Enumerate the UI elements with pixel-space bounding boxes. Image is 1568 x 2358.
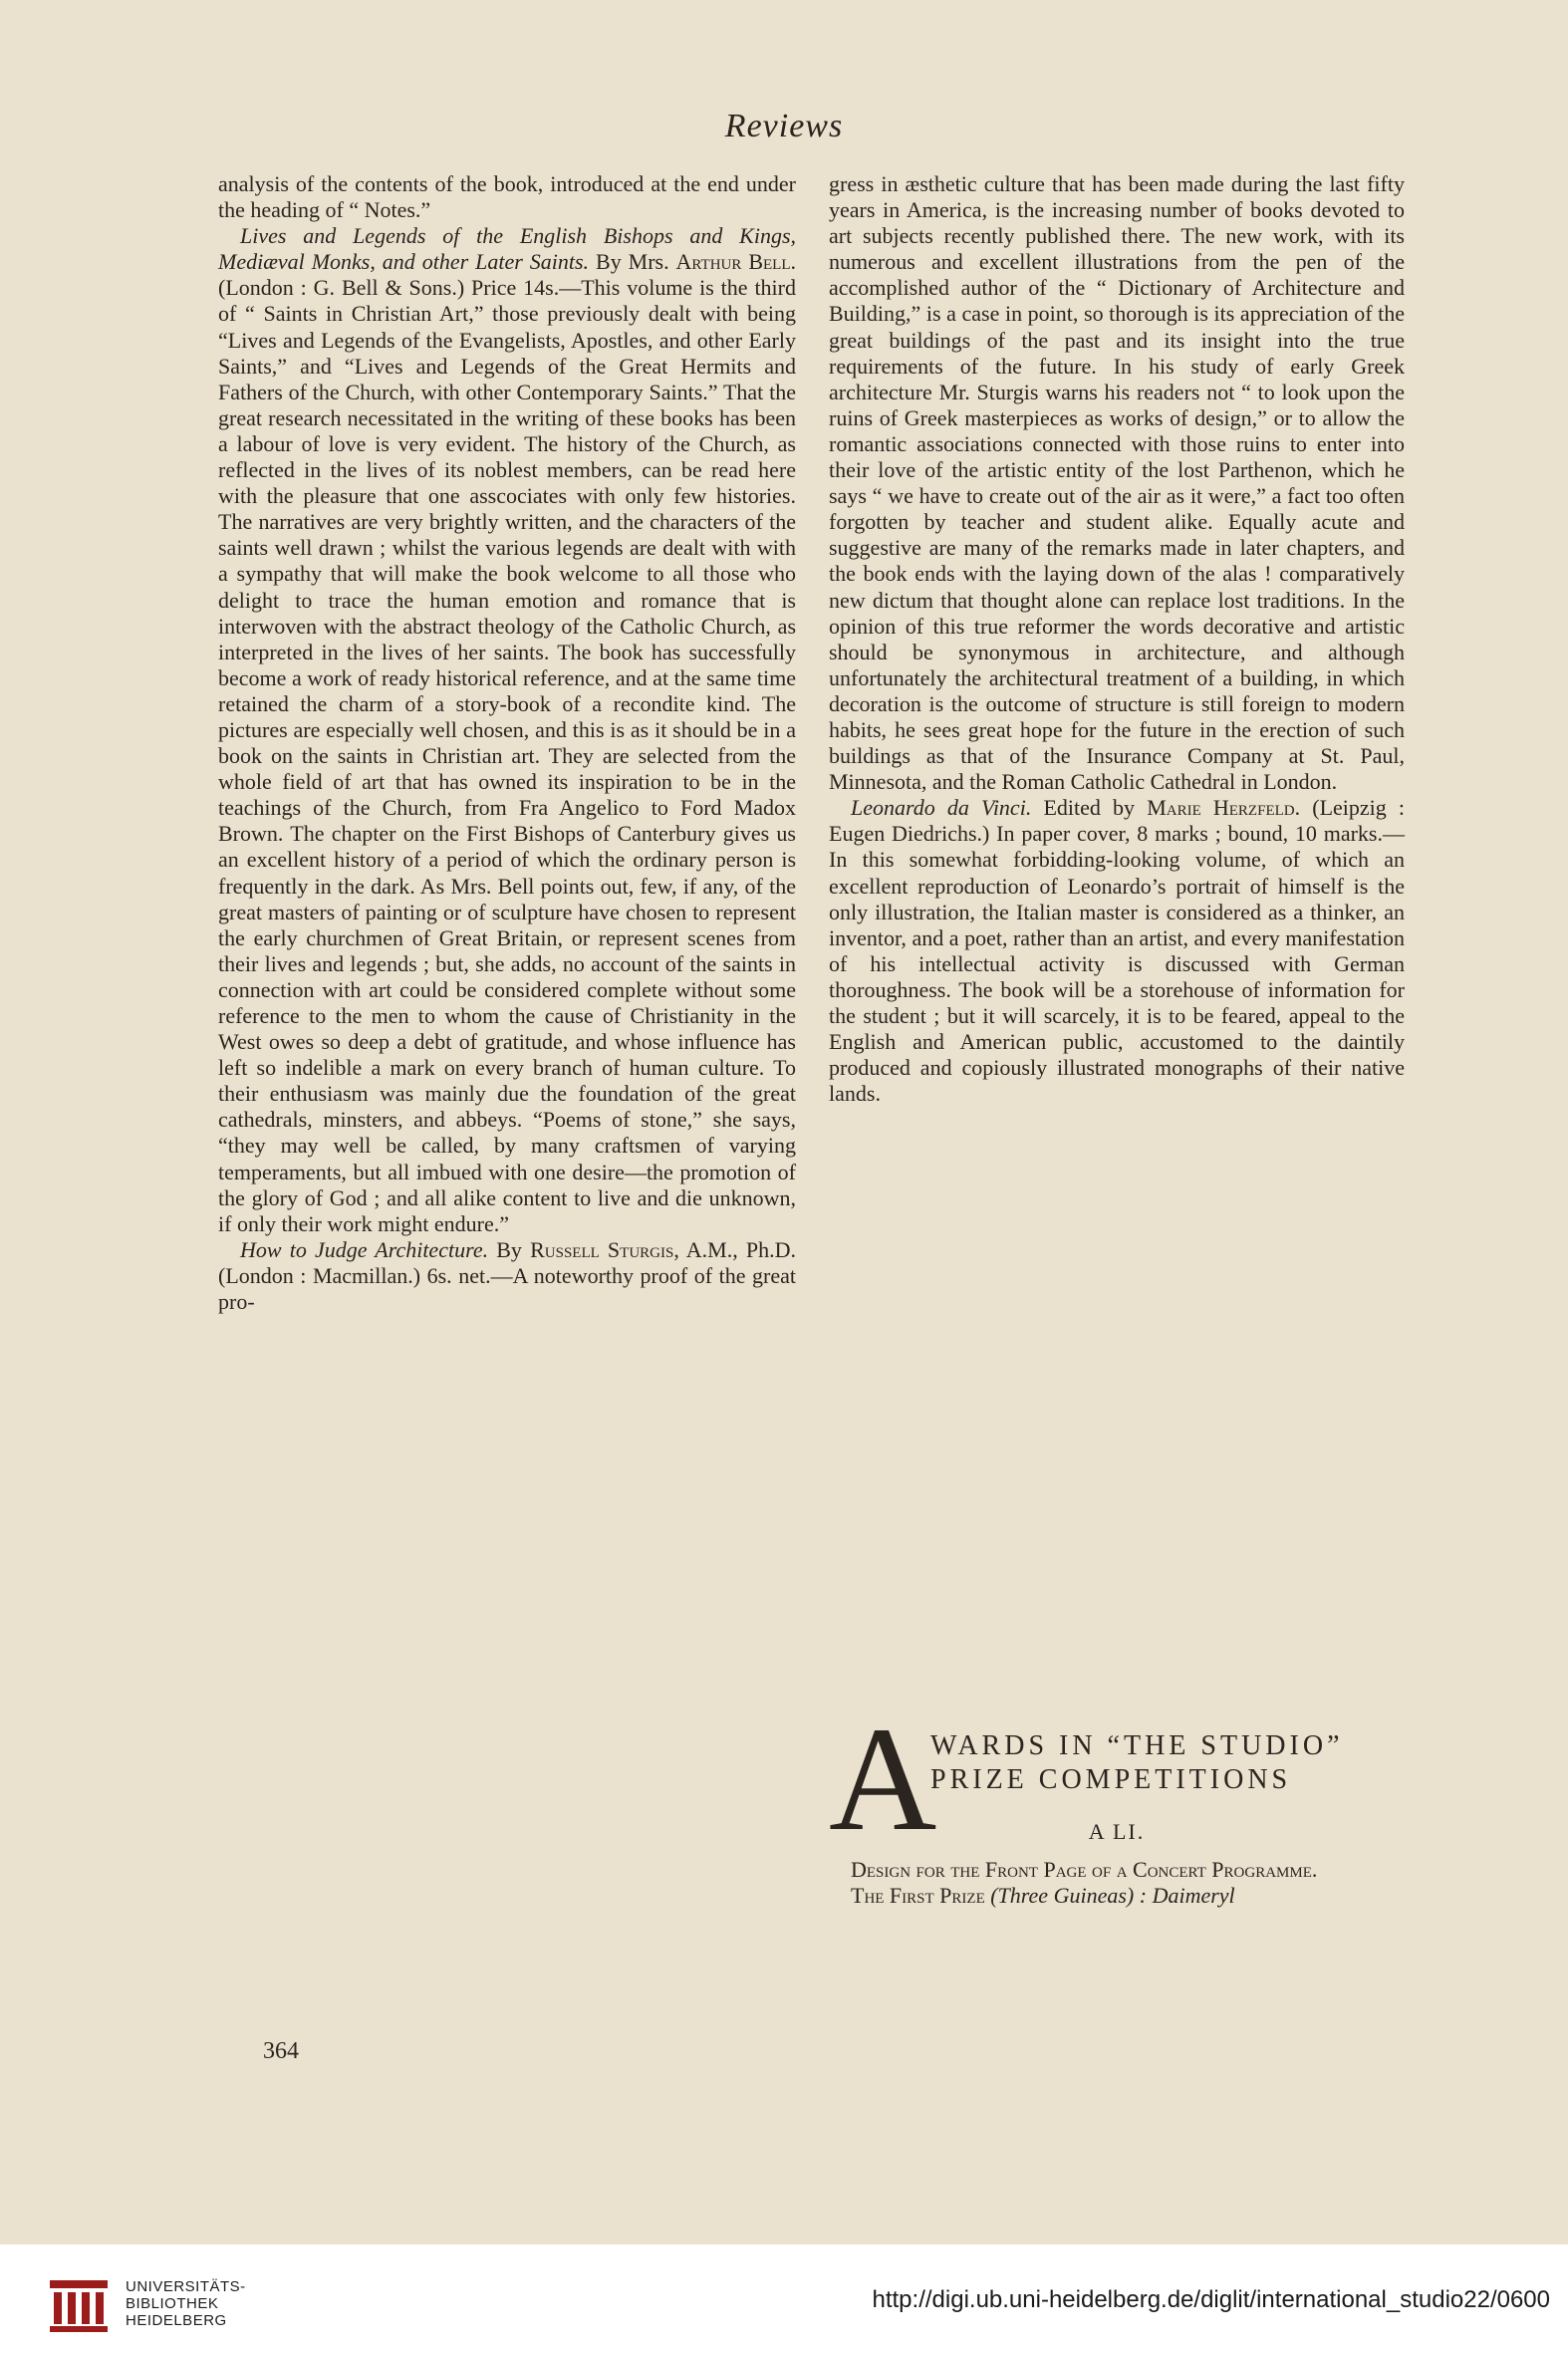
review-author: Russell Sturgis, <box>530 1236 679 1262</box>
book-title: How to Judge Architecture. <box>240 1236 489 1262</box>
competition-number: A LI. <box>1088 1819 1146 1844</box>
book-title: Lives and Legends of the English Bishops and Kings, Mediæval Monks, and other Later Saints. <box>218 223 796 275</box>
library-name <box>126 2278 246 2329</box>
drop-cap: A <box>829 1697 937 1862</box>
paragraph: gress in æsthetic culture that has been made during the last fifty years in America, is the increasing number of books devoted to art subjects recently published there. The new work, with its numerous and excellent illustrations from the pen of the accomplished author of the “ Dictionary of Architecture and Building,” is a case in point, so thorough is its appreciation of the great buildings of the past and its insight into the true requirements of the future. In his study of early Greek architecture Mr. Sturgis warns his readers not “ to look upon the ruins of Greek masterpieces as works of design,” or to allow the romantic associations connected with those ruins to enter into their love of the artistic entity of the lost Parthenon, which he says “ we have to create out of the air as it were,” a fact too often forgotten by teacher and student alike. Equally acute and suggestive are many of the remarks made in later chapters, and the book ends with the laying down of the alas ! comparatively new dictum that thought alone can replace lost traditions. In the opinion of this true reformer the words decorative and artistic should be synonymous in architecture, and although unfortunately the architectural treatment of a building, in which decoration is the outcome of structure is still foreign to modern habits, he sees great hope for the future in the erection of such buildings as that of the Insurance Company at St. Paul, Minnesota, and the Roman Catholic Cathedral in London. <box>829 171 1405 795</box>
prize-label: The First Prize <box>851 1883 985 1908</box>
review-byline: By <box>496 1236 522 1262</box>
book-title: Leonardo da Vinci. <box>851 795 1032 821</box>
awards-heading <box>930 1729 1405 1797</box>
review-byline: Edited by <box>1043 795 1136 821</box>
prize-amount: (Three Guineas) : <box>990 1883 1148 1908</box>
design-brief: Design for the Front Page of a Concert Programme. <box>851 1857 1318 1882</box>
university-library-logo-icon <box>46 2274 112 2336</box>
review-paragraph <box>829 795 1405 1107</box>
review-paragraph <box>218 1237 796 1315</box>
page-number: 364 <box>263 2038 299 2064</box>
review-body: (Leipzig : Eugen Diedrichs.) In paper cover, 8 marks ; bound, 10 marks.—In this somewhat forbidding-looking volume, of which an excellent reproduction of Leonardo’s portrait of himself is the only illustration, the Italian master is considered as a thinker, an inventor, and a poet, rather than an artist, and every manifestation of his intellectual activity is discussed with German thoroughness. The book will be a storehouse of information for the student ; but it will scarcely, it is to be feared, appeal to the English and American public, accustomed to the daintily produced and copiously illustrated monographs of their native lands. <box>829 795 1406 1107</box>
permalink-url[interactable]: http://digi.ub.uni-heidelberg.de/diglit/international_studio22/0600 <box>872 2286 1550 2313</box>
library-name-line2: BIBLIOTHEK <box>126 2295 219 2312</box>
library-name-line3: HEIDELBERG <box>126 2312 227 2329</box>
library-name-line1: UNIVERSITÄTS- <box>126 2278 246 2295</box>
review-body: (London : G. Bell & Sons.) Price 14s.—This volume is the third of “ Saints in Christian Art,” those previously dealt with being “Lives and Legends of the Evangelists, Apostles, and other Early Saints,” and “Lives and Legends of the Great Hermits and Fathers of the Church, with other Contemporary Saints.” That the great research necessitated in the writing of these books has been a labour of love is very evident. The history of the Church, as reflected in the lives of its noblest members, can be read here with the pleasure that one asscociates with only few histories. The narratives are very brightly written, and the characters of the saints well drawn ; whilst the various legends are dealt with with a sympathy that will make the book welcome to all those who delight to trace the human emotion and romance that is interwoven with the abstract theology of the Catholic Church, as interpreted in the lives of her saints. The book has successfully become a work of ready historical reference, and at the same time retained the charm of a story-book of a recondite kind. The pictures are especially well chosen, and this is as it should be in a book on the saints in Christian art. They are selected from the whole field of art that has owned its inspiration to be in the teachings of the Church, from Fra Angelico to Ford Madox Brown. The chapter on the First Bishops of Canterbury gives us an excellent history of a period of which the ordinary person is frequently in the dark. As Mrs. Bell points out, few, if any, of the great masters of painting or of sculpture have chosen to represent the early churchmen of Great Britain, or represent scenes from their lives and legends ; but, she adds, no account of the saints in connection with art could be considered complete without some reference to the men to whom the cause of Christianity in the West owes so deep a debt of gratitude, and whose influence has left so indelible a mark on every branch of human culture. To their enthusiasm was mainly due the foundation of the great cathedrals, minsters, and abbeys. “Poems of stone,” she says, “they may well be called, by many craftsmen of varying temperaments, but all imbued with one desire—the promotion of the glory of God ; and all alike content to live and die unknown, if only their work might endure.” <box>218 275 796 1236</box>
prize-winner: Daimeryl <box>1152 1883 1235 1908</box>
review-body: A.M., Ph.D. (London : Macmillan.) 6s. net.—A noteworthy proof of the great pro- <box>218 1236 796 1315</box>
review-paragraph <box>218 223 796 1237</box>
awards-heading-line2: PRIZE COMPETITIONS <box>930 1764 1292 1795</box>
running-head: Reviews <box>724 108 844 144</box>
viewer-footer <box>0 2244 1568 2358</box>
awards-body <box>829 1857 1405 1909</box>
review-author: Marie Herzfeld. <box>1147 795 1301 821</box>
awards-heading-line1: WARDS IN “THE STUDIO” <box>930 1730 1344 1761</box>
prize-line <box>829 1883 1405 1909</box>
review-byline: By Mrs. <box>596 249 669 275</box>
paragraph: analysis of the contents of the book, introduced at the end under the heading of “ Notes.” <box>218 171 796 223</box>
right-column <box>829 171 1405 1107</box>
review-author: Arthur Bell. <box>675 249 796 275</box>
left-column <box>218 171 796 1315</box>
